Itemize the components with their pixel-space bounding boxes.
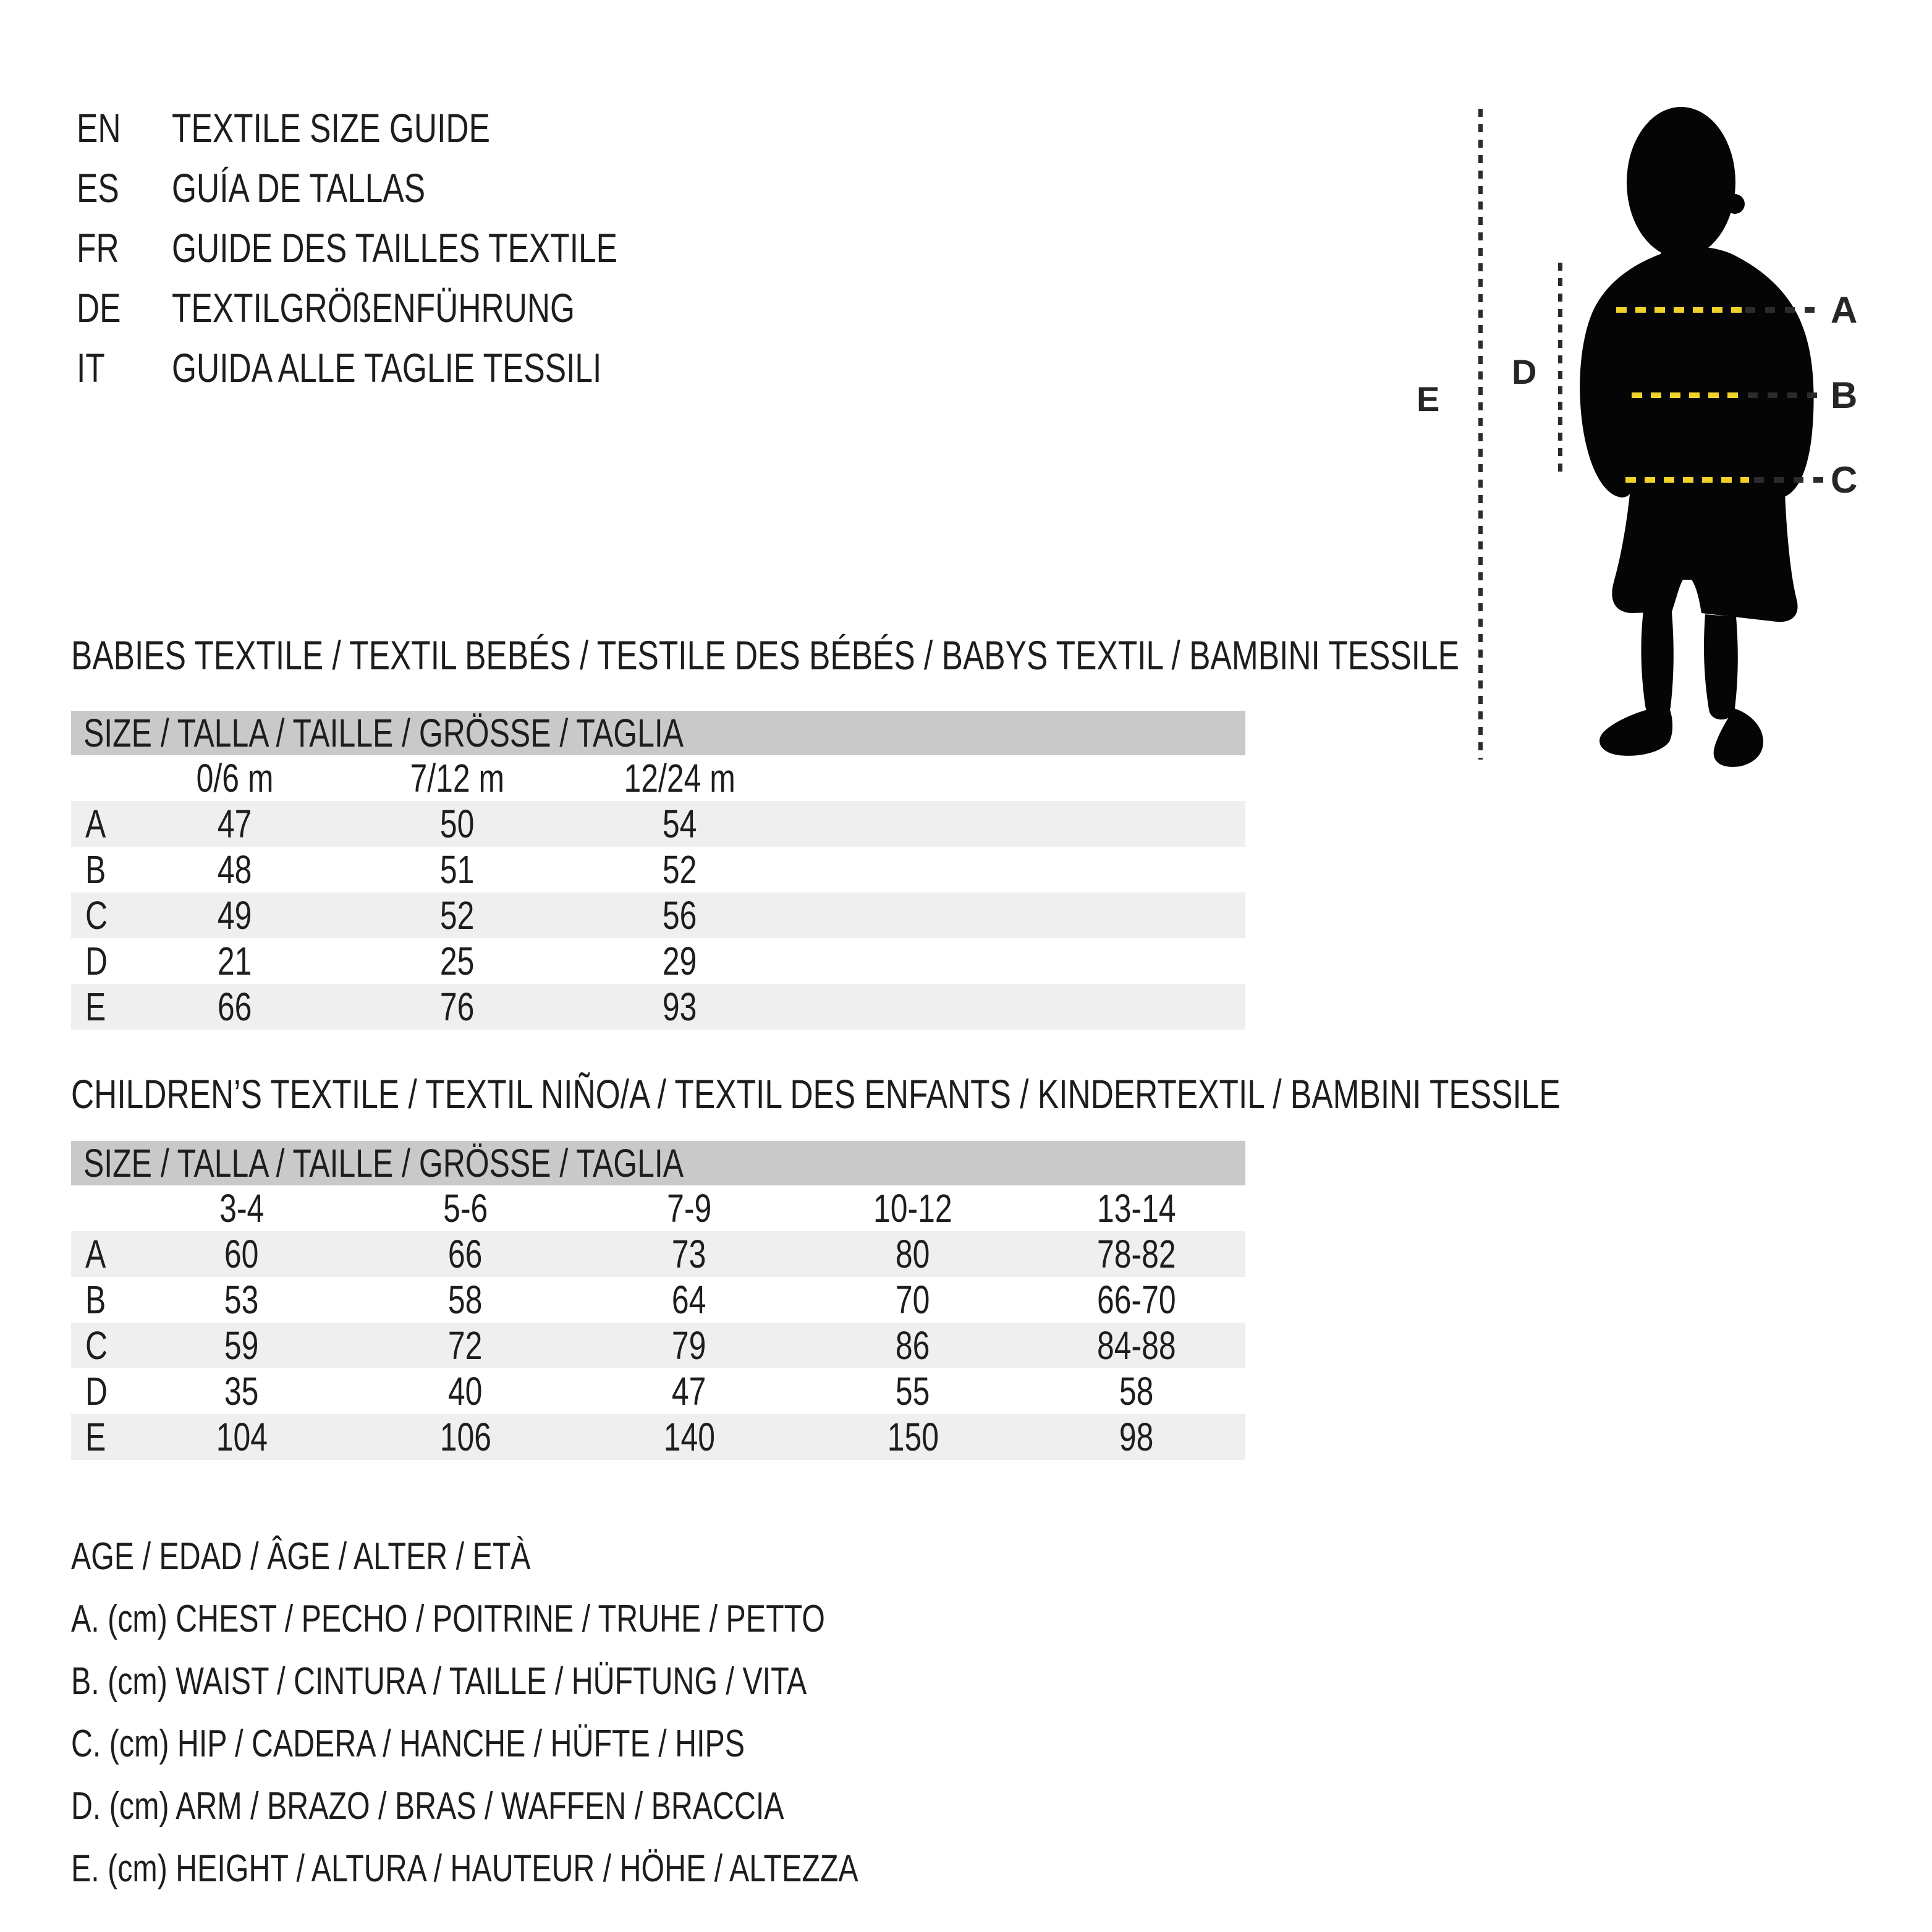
cell-value: 66-70 [1097, 1277, 1176, 1322]
cell-value: 52 [663, 847, 697, 892]
column-header-row [71, 755, 1245, 801]
table-row-a [71, 801, 1245, 847]
cell-value: 21 [218, 939, 252, 983]
height-measure-line [1478, 109, 1483, 760]
row-label: C [85, 1323, 108, 1368]
size-header-label: SIZE / TALLA / TAILLE / GRÖSSE / TAGLIA [83, 1141, 684, 1185]
row-label: E [85, 985, 106, 1029]
size-header-bar [71, 711, 1245, 755]
language-code: DE [77, 284, 121, 331]
cell-value: 47 [218, 802, 252, 846]
cell-value: 35 [224, 1369, 259, 1413]
column-header: 5-6 [443, 1186, 488, 1231]
row-label: A [85, 1232, 106, 1276]
babies-section-title: BABIES TEXTILE / TEXTIL BEBÉS / TESTILE DES BÉBÉS / BABYS TEXTIL / BAMBINI TESSILE [71, 632, 1459, 678]
cell-value: 70 [896, 1277, 930, 1322]
cell-value: 72 [448, 1323, 483, 1368]
row-label: D [85, 939, 108, 983]
language-row-it [77, 337, 743, 397]
cell-value: 49 [218, 893, 252, 938]
table-row-c [71, 892, 1245, 938]
cell-value: 106 [439, 1415, 491, 1459]
language-code: ES [77, 164, 119, 211]
column-header: 0/6 m [196, 756, 274, 800]
children-size-table [71, 1141, 1245, 1460]
cell-value: 59 [224, 1323, 259, 1368]
cell-value: 48 [218, 847, 252, 892]
cell-value: 84-88 [1097, 1323, 1176, 1368]
cell-value: 66 [218, 985, 252, 1029]
row-label: B [85, 847, 106, 892]
guide-title-en: TEXTILE SIZE GUIDE [172, 104, 490, 151]
column-header: 10-12 [873, 1186, 952, 1231]
marker-a-label: A [1831, 289, 1858, 331]
column-header-row [71, 1185, 1245, 1231]
cell-value: 60 [224, 1232, 259, 1276]
cell-value: 54 [663, 802, 697, 846]
hip-measure-dash [1625, 477, 1749, 483]
cell-value: 93 [663, 985, 697, 1029]
language-code: IT [77, 344, 105, 391]
legend-chest: A. (cm) CHEST / PECHO / POITRINE / TRUHE / PETTO [71, 1598, 825, 1640]
chest-measure-dash [1616, 307, 1743, 313]
table-row-a [71, 1231, 1245, 1277]
column-header: 7/12 m [410, 756, 505, 800]
cell-value: 25 [440, 939, 475, 983]
language-code: FR [77, 224, 119, 271]
language-row-fr [77, 218, 743, 278]
row-label: A [85, 802, 106, 846]
cell-value: 78-82 [1097, 1232, 1176, 1276]
cell-value: 58 [448, 1277, 483, 1322]
language-row-de [77, 278, 743, 337]
hip-leader-dash [1754, 477, 1823, 483]
guide-title-it: GUIDA ALLE TAGLIE TESSILI [172, 344, 602, 391]
cell-value: 29 [663, 939, 697, 983]
chest-leader-dash [1745, 307, 1823, 313]
language-row-es [77, 158, 743, 218]
row-label: C [85, 893, 108, 938]
arm-measure-line [1558, 263, 1562, 473]
table-row-e [71, 1414, 1245, 1460]
column-header: 12/24 m [624, 756, 736, 800]
table-row-d [71, 938, 1245, 984]
marker-e-label: E [1417, 379, 1440, 418]
cell-value: 80 [896, 1232, 930, 1276]
cell-value: 98 [1119, 1415, 1154, 1459]
language-row-en [77, 98, 743, 158]
row-label: D [85, 1369, 108, 1413]
cell-value: 64 [672, 1277, 706, 1322]
waist-measure-dash [1632, 392, 1744, 398]
marker-c-label: C [1831, 459, 1858, 501]
legend-hip: C. (cm) HIP / CADERA / HANCHE / HÜFTE / HIPS [71, 1722, 745, 1765]
child-silhouette-icon [1573, 87, 1832, 803]
cell-value: 56 [663, 893, 697, 938]
row-label: E [85, 1415, 106, 1459]
legend-waist: B. (cm) WAIST / CINTURA / TAILLE / HÜFTUNG / VITA [71, 1660, 807, 1703]
column-header: 3-4 [219, 1186, 265, 1231]
cell-value: 52 [440, 893, 475, 938]
size-header-bar [71, 1141, 1245, 1185]
cell-value: 40 [448, 1369, 483, 1413]
column-header: 13-14 [1097, 1186, 1176, 1231]
language-title-list [77, 98, 743, 397]
cell-value: 73 [672, 1232, 706, 1276]
cell-value: 58 [1119, 1369, 1154, 1413]
cell-value: 53 [224, 1277, 259, 1322]
cell-value: 140 [663, 1415, 715, 1459]
marker-b-label: B [1831, 375, 1858, 416]
cell-value: 50 [440, 802, 475, 846]
waist-leader-dash [1748, 392, 1823, 398]
cell-value: 79 [672, 1323, 706, 1368]
legend-height: E. (cm) HEIGHT / ALTURA / HAUTEUR / HÖHE / ALTEZZA [71, 1847, 858, 1890]
measurement-legend [71, 1525, 1080, 1900]
legend-arm: D. (cm) ARM / BRAZO / BRAS / WAFFEN / BRACCIA [71, 1785, 784, 1828]
table-row-b [71, 847, 1245, 892]
cell-value: 66 [448, 1232, 483, 1276]
column-header: 7-9 [666, 1186, 712, 1231]
guide-title-de: TEXTILGRÖßENFÜHRUNG [172, 284, 575, 331]
table-row-b [71, 1277, 1245, 1323]
size-header-label: SIZE / TALLA / TAILLE / GRÖSSE / TAGLIA [83, 711, 684, 755]
cell-value: 47 [672, 1369, 706, 1413]
cell-value: 55 [896, 1369, 930, 1413]
cell-value: 76 [440, 985, 475, 1029]
cell-value: 104 [216, 1415, 268, 1459]
babies-size-table [71, 711, 1245, 1030]
table-row-e [71, 984, 1245, 1030]
guide-title-es: GUÍA DE TALLAS [172, 164, 426, 211]
table-row-c [71, 1323, 1245, 1368]
guide-title-fr: GUIDE DES TAILLES TEXTILE [172, 224, 617, 271]
cell-value: 86 [896, 1323, 930, 1368]
marker-d-label: D [1512, 352, 1537, 391]
legend-age: AGE / EDAD / ÂGE / ALTER / ETÀ [71, 1535, 531, 1578]
cell-value: 150 [887, 1415, 939, 1459]
row-label: B [85, 1277, 106, 1322]
language-code: EN [77, 104, 121, 151]
table-row-d [71, 1368, 1245, 1414]
children-section-title: CHILDREN’S TEXTILE / TEXTIL NIÑO/A / TEXTIL DES ENFANTS / KINDERTEXTIL / BAMBINI TESSILE [71, 1071, 1561, 1117]
cell-value: 51 [440, 847, 475, 892]
